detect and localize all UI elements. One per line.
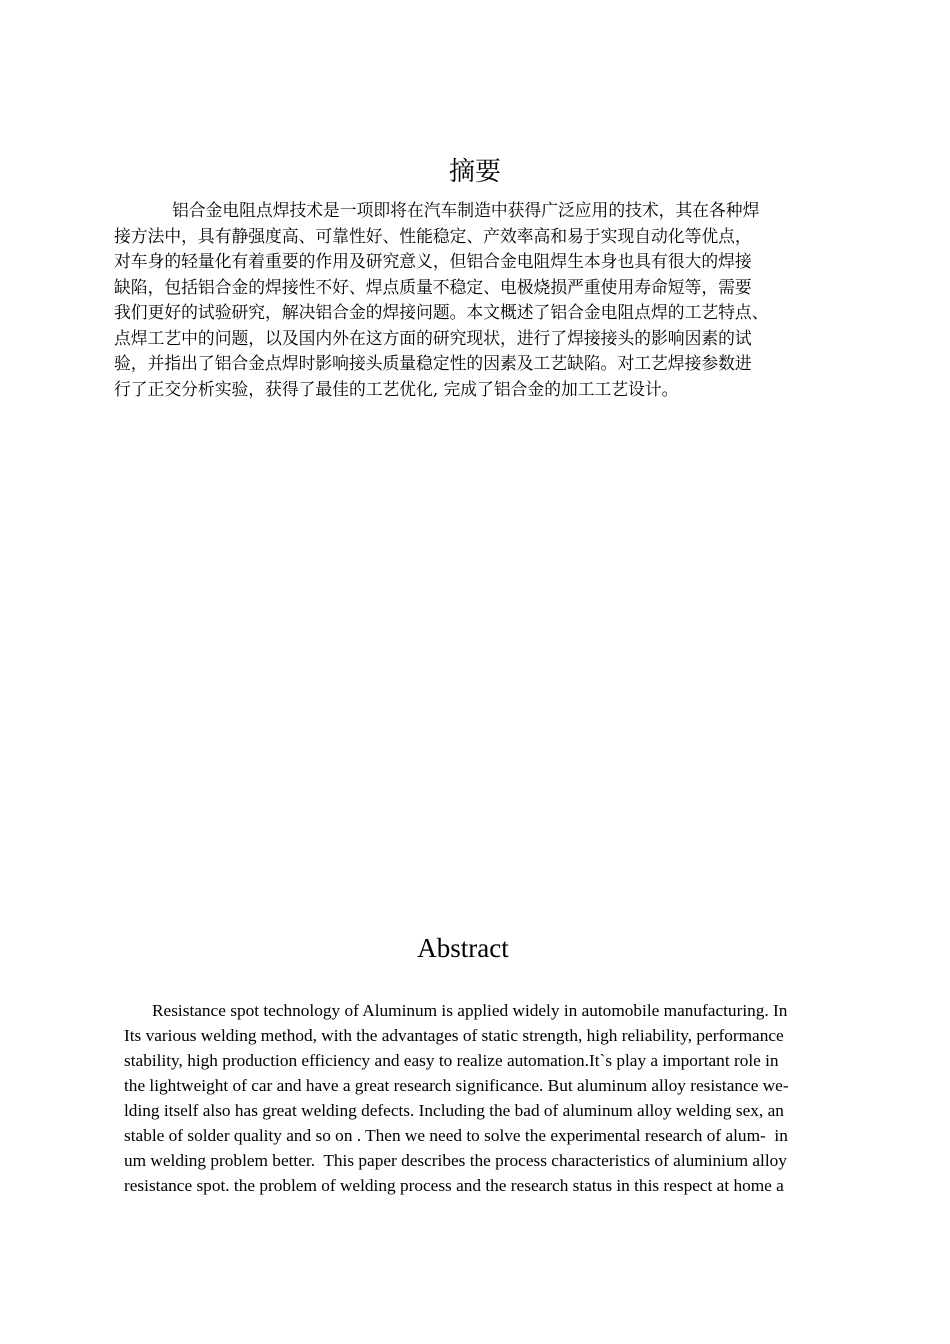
- english-abstract-line: stable of solder quality and so on . Then we need to solve the experimental research of alum- in: [124, 1126, 788, 1145]
- chinese-abstract-line: 点焊工艺中的问题，以及国内外在这方面的研究现状，进行了焊接接头的影响因素的试: [114, 327, 752, 348]
- chinese-abstract-line: 行了正交分析实验，获得了最佳的工艺优化, 完成了铝合金的加工工艺设计。: [114, 378, 679, 399]
- english-abstract-line: Resistance spot technology of Aluminum is applied widely in automobile manufacturing. In: [152, 1001, 788, 1020]
- english-abstract-line: lding itself also has great welding defects. Including the bad of aluminum alloy welding sex, an: [124, 1101, 784, 1120]
- chinese-abstract-title: 摘要: [448, 157, 501, 187]
- english-abstract-body: [124, 998, 864, 1198]
- english-abstract-line: resistance spot. the problem of welding process and the research status in this respect at home a: [124, 1176, 784, 1195]
- chinese-abstract-body: [114, 198, 854, 402]
- english-abstract-line: um welding problem better. This paper describes the process characteristics of aluminium alloy: [124, 1151, 787, 1170]
- chinese-abstract-line: 验，并指出了铝合金点焊时影响接头质量稳定性的因素及工艺缺陷。对工艺焊接参数进: [114, 353, 752, 373]
- chinese-abstract-line: 我们更好的试验研究，解决铝合金的焊接问题。本文概述了铝合金电阻点焊的工艺特点、: [114, 302, 769, 322]
- chinese-abstract-line: 对车身的轻量化有着重要的作用及研究意义，但铝合金电阻焊生本身也具有很大的焊接: [114, 251, 752, 271]
- chinese-abstract-line: 铝合金电阻点焊技术是一项即将在汽车制造中获得广泛应用的技术，其在各种焊: [172, 200, 760, 220]
- chinese-abstract-line: 缺陷，包括铝合金的焊接性不好、焊点质量不稳定、电极烧损严重使用寿命短等，需要: [114, 276, 752, 297]
- english-abstract-line: stability, high production efficiency and easy to realize automation.It`s play a important role in: [124, 1051, 779, 1070]
- english-abstract-title: Abstract: [417, 933, 509, 963]
- english-abstract-line: Its various welding method, with the advantages of static strength, high reliability, performance: [124, 1026, 784, 1045]
- chinese-abstract-line: 接方法中，具有静强度高、可靠性好、性能稳定、产效率高和易于实现自动化等优点，: [114, 225, 752, 246]
- english-abstract-line: the lightweight of car and have a great research significance. But aluminum alloy resistance we-: [124, 1076, 789, 1095]
